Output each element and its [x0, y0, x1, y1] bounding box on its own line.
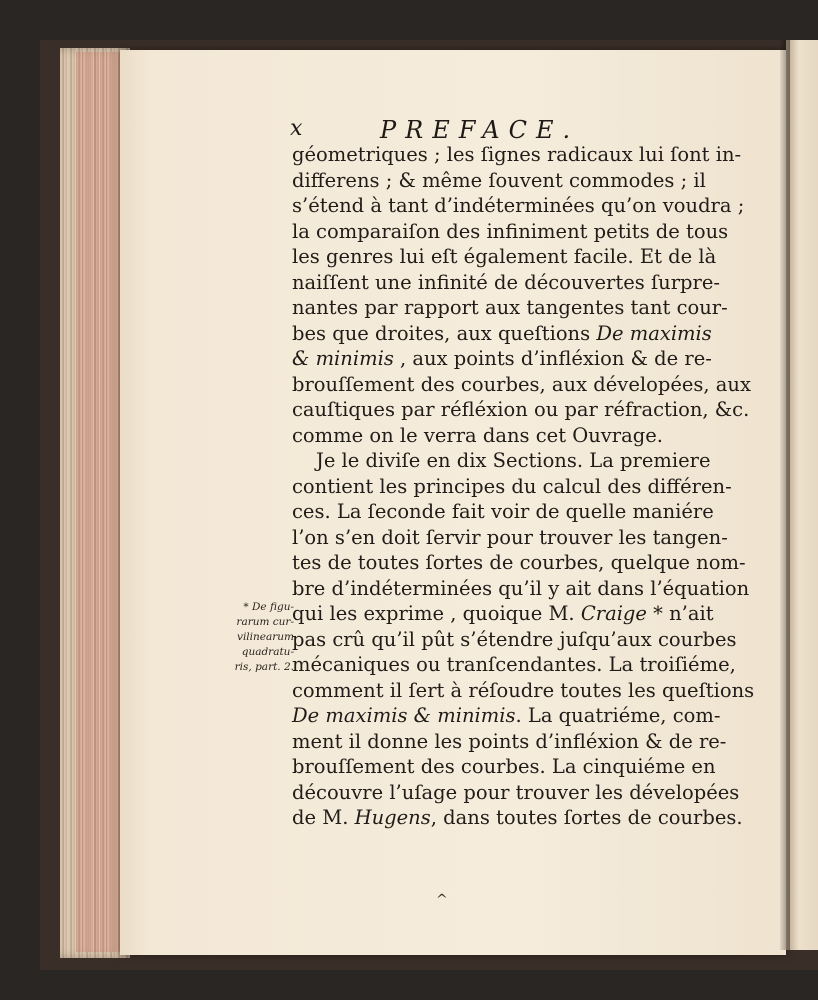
text-line: pas crû qu’il pût s’étendre juſqu’aux courbes — [292, 627, 737, 651]
text-line: qui les exprime , quoique M. Craige * n’ait — [292, 602, 714, 625]
marginal-note — [222, 600, 294, 675]
text-line: géometriques ; les ſignes radicaux lui ſont in- — [292, 143, 742, 166]
marginal-note-line: quadratu- — [241, 646, 294, 658]
text-line: ces. La ſeconde fait voir de quelle maniére — [292, 500, 714, 523]
catchmark: ^ — [436, 892, 448, 908]
text-line: mécaniques ou tranſcendantes. La troiſiéme, — [292, 653, 736, 676]
text-line: comme on le verra dans cet Ouvrage. — [292, 423, 663, 447]
text-line: de M. Hugens, dans toutes ſortes de courbes. — [292, 806, 743, 829]
marginal-note-line: ris, part. 2. — [234, 661, 294, 673]
page-number: x — [290, 116, 303, 141]
text-line: brouſſement des courbes, aux dévelopées, aux — [292, 372, 751, 396]
marginal-note-line: rarum cur- — [236, 616, 294, 628]
text-line: contient les principes du calcul des différen- — [292, 474, 732, 498]
running-title: PREFACE. — [380, 116, 580, 144]
text-line: la comparaiſon des infiniment petits de tous — [292, 219, 729, 243]
body-text — [292, 142, 755, 831]
page-edges-red-stain — [76, 52, 120, 952]
text-line: & minimis , aux points d’infléxion & de re- — [292, 347, 712, 370]
text-line: brouſſement des courbes. La cinquiéme en — [292, 755, 716, 778]
text-line: bre d’indéterminées qu’il y ait dans l’équation — [292, 576, 750, 600]
text-line: nantes par rapport aux tangentes tant cour- — [292, 296, 728, 319]
text-line: cauſtiques par réfléxion ou par réfraction, &c. — [292, 398, 750, 421]
text-line: naiſſent une infinité de découvertes ſurpre- — [292, 270, 720, 294]
gutter-shadow — [780, 40, 790, 950]
text-line: ment il donne les points d’infléxion & de re- — [292, 729, 727, 753]
marginal-note-line: * De figu- — [243, 601, 294, 613]
marginal-note-line: vilinearum — [237, 631, 294, 643]
text-line: bes que droites, aux queſtions De maximis — [292, 321, 712, 345]
text-line: l’on s’en doit ſervir pour trouver les tangen- — [292, 525, 728, 549]
text-line: tes de toutes ſortes de courbes, quelque nom- — [292, 551, 746, 574]
text-line: découvre l’uſage pour trouver les dévelopées — [292, 780, 740, 804]
text-line: les genres lui eſt également facile. Et de là — [292, 245, 717, 268]
text-line: De maximis & minimis. La quatriéme, com- — [292, 704, 721, 727]
facing-page-edge — [786, 40, 818, 950]
text-line: comment il ſert à réſoudre toutes les queſtions — [292, 678, 755, 702]
text-line: Je le diviſe en dix Sections. La premiere — [316, 449, 711, 472]
text-line: differens ; & même ſouvent commodes ; il — [292, 168, 706, 192]
text-line: s’étend à tant d’indéterminées qu’on voudra ; — [292, 194, 745, 217]
